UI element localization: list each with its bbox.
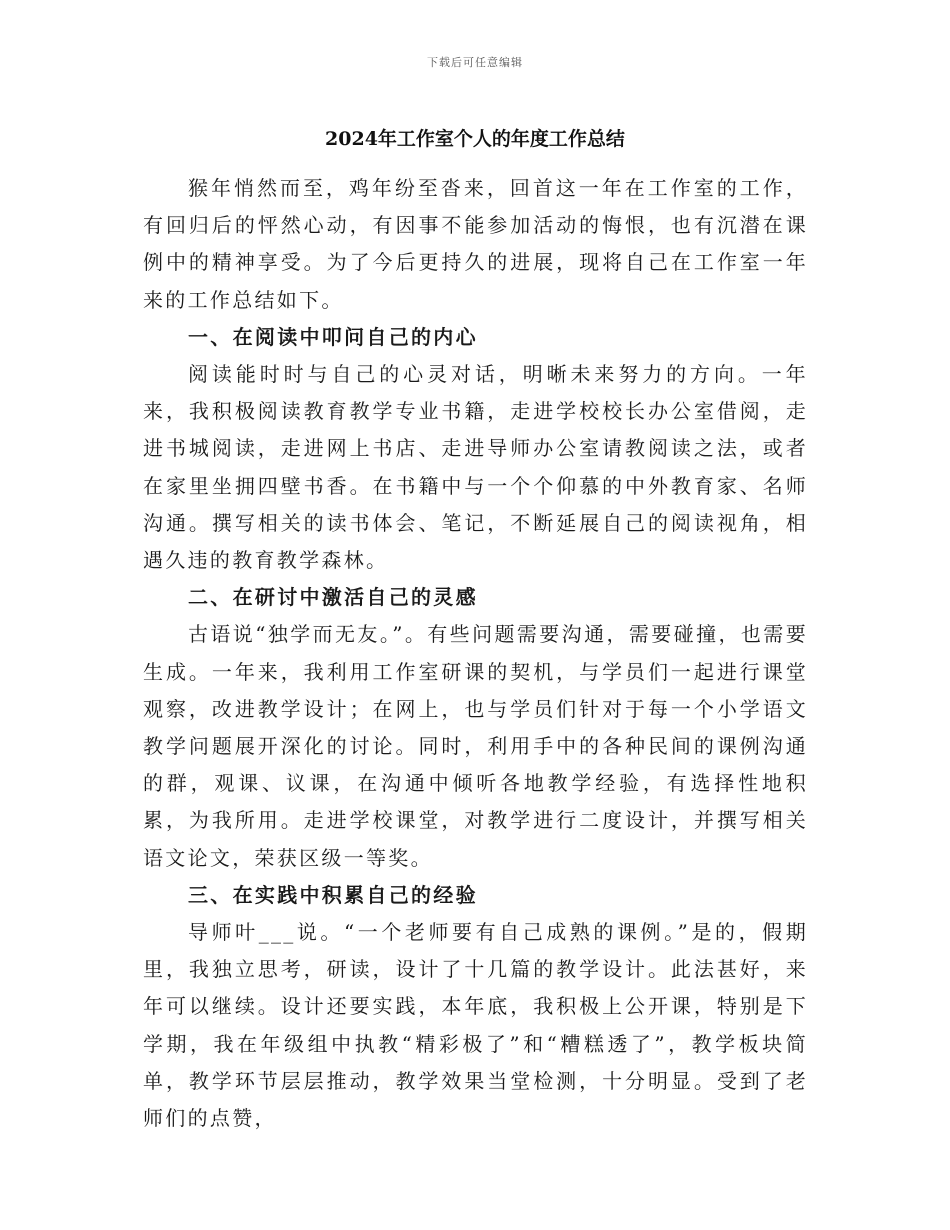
section-heading: 二、在研讨中激活自己的灵感 [188,585,478,610]
document-body [143,170,808,1137]
document-title: 2024年工作室个人的年度工作总结 [325,128,625,150]
section-paragraph: 古语说“独学而无友。”。有些问题需要沟通，需要碰撞，也需要生成。一年来，我利用工作室研课的契机，与学员们一起进行课堂观察，改进教学设计；在网上，也与学员们针对于每一个小学语文教学问题展开深化的讨论。同时，利用手中的各种民间的课例沟通的群，观课、议课，在沟通中倾听各地教学经验，有选择性地积累，为我所用。走进学校课堂，对教学进行二度设计，并撰写相关语文论文，荣获区级一等奖。 [143,622,808,870]
section-heading: 三、在实践中积累自己的经验 [188,882,478,907]
section-heading: 一、在阅读中叩问自己的内心 [188,324,478,349]
section-paragraph: 导师叶___说。“一个老师要有自己成熟的课例。”是的，假期里，我独立思考，研读，设计了十几篇的教学设计。此法甚好，来年可以继续。设计还要实践，本年底，我积极上公开课，特别是下学期，我在年级组中执教“精彩极了”和“糟糕透了”，教学板块简单，教学环节层层推动，教学效果当堂检测，十分明显。受到了老师们的点赞， [143,920,808,1131]
intro-paragraph: 猴年悄然而至，鸡年纷至沓来，回首这一年在工作室的工作，有回归后的怦然心动，有因事不能参加活动的悔恨，也有沉潜在课例中的精神享受。为了今后更持久的进展，现将自己在工作室一年来的工作总结如下。 [143,176,808,312]
header-note: 下载后可任意编辑 [427,56,523,69]
section-paragraph: 阅读能时时与自己的心灵对话，明晰未来努力的方向。一年来，我积极阅读教育教学专业书籍，走进学校校长办公室借阅，走进书城阅读，走进网上书店、走进导师办公室请教阅读之法，或者在家里坐拥四壁书香。在书籍中与一个个仰慕的中外教育家、名师沟通。撰写相关的读书体会、笔记，不断延展自己的阅读视角，相遇久违的教育教学森林。 [143,362,808,573]
